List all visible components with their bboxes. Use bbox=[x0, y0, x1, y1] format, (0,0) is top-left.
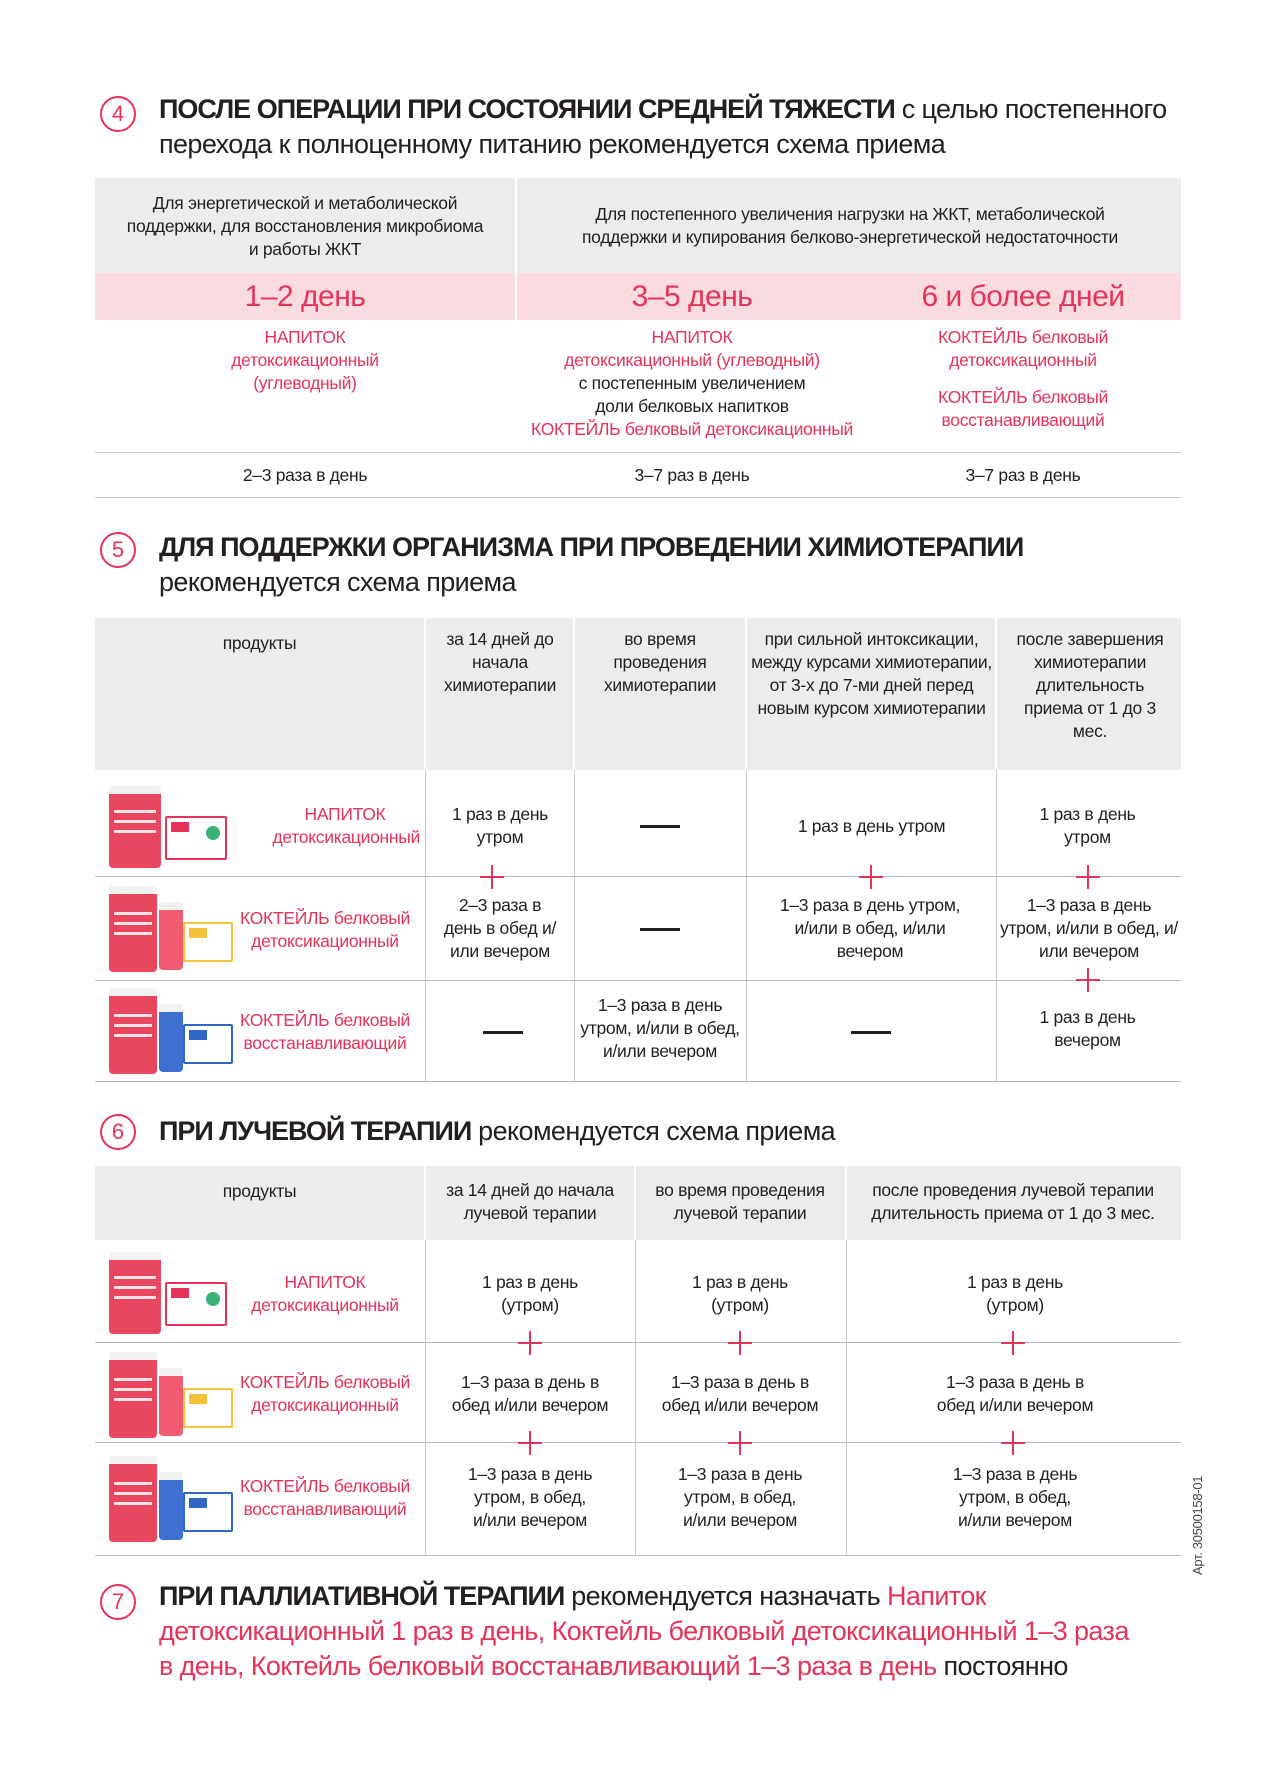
shake-detox-image bbox=[109, 1352, 227, 1438]
plus-icon bbox=[728, 1331, 752, 1355]
section-6-title-bold: ПРИ ЛУЧЕВОЙ ТЕРАПИИ bbox=[159, 1116, 472, 1146]
chemo-r1-c3: 1 раз в день утром bbox=[797, 815, 946, 836]
chemo-head-during: во время проведения химиотерапии bbox=[603, 629, 717, 695]
chemo-r1-c4: 1 раз в день утром bbox=[1039, 804, 1136, 847]
plus-icon bbox=[1076, 968, 1100, 992]
chemo-head-between: при сильной интоксикации, между курсами химиотерапии, от 3-х до 7-ми дней перед новым курсом химиотерапии bbox=[751, 629, 992, 718]
section-number-4: 4 bbox=[100, 96, 136, 132]
day-label-3: 6 и более дней bbox=[921, 280, 1125, 313]
rad-row1-product: НАПИТОК детоксикационный bbox=[251, 1272, 399, 1315]
chemo-head-after: после завершения химиотерапии длительность приема от 1 до 3 мес. bbox=[1016, 629, 1164, 741]
chemo-r2-c3: 1–3 раза в день утром, и/или в обед, и/или вечером bbox=[779, 894, 961, 961]
chemo-r2-c1: 2–3 раза в день в обед и/или вечером bbox=[443, 894, 557, 961]
section-7-products: Напиток детоксикационный 1 раз в день, Коктейль белковый детоксикационный 1–3 раза в день, Коктейль белковый восстанавливающий 1–3 раза в день bbox=[159, 1581, 1129, 1681]
section-4-title-bold: ПОСЛЕ ОПЕРАЦИИ ПРИ СОСТОЯНИИ СРЕДНЕЙ ТЯЖЕСТИ bbox=[159, 94, 895, 124]
plan-col-3: КОКТЕЙЛЬ белковый детоксикационный КОКТЕЙЛЬ белковый восстанавливающий bbox=[938, 327, 1108, 430]
section-number-6: 6 bbox=[100, 1114, 136, 1150]
rad-head-after: после проведения лучевой терапии длительность приема от 1 до 3 мес. bbox=[871, 1180, 1155, 1223]
section-7-text bbox=[159, 1579, 1130, 1684]
chemo-r2-c4: 1–3 раза в день утром, и/или в обед, и/или вечером bbox=[1000, 894, 1178, 961]
rad-r1-c1: 1 раз в день (утром) bbox=[481, 1272, 579, 1315]
chemo-r3-c2: 1–3 раза в день утром, и/или в обед, и/или вечером bbox=[580, 994, 740, 1061]
plus-icon bbox=[518, 1331, 542, 1355]
chemo-row2-product: КОКТЕЙЛЬ белковый детоксикационный bbox=[240, 908, 410, 951]
post-surgery-table bbox=[95, 178, 1181, 498]
chemo-row1-product: НАПИТОК детоксикационный bbox=[272, 804, 420, 847]
col-head-load: Для постепенного увеличения нагрузки на ЖКТ, метаболической поддержки и купирования белково-энергетической недостаточности bbox=[581, 204, 1119, 247]
chemo-head-before: за 14 дней до начала химиотерапии bbox=[443, 629, 557, 695]
chemo-r3-c3-dash bbox=[851, 1031, 891, 1034]
rad-row3-product: КОКТЕЙЛЬ белковый восстанавливающий bbox=[240, 1476, 410, 1519]
rad-head-during: во время проведения лучевой терапии bbox=[655, 1180, 825, 1223]
chemo-r3-c1-dash bbox=[483, 1031, 523, 1034]
plus-icon bbox=[480, 865, 504, 889]
shake-restore-image bbox=[109, 1456, 227, 1542]
section-6-title-rest: рекомендуется схема приема bbox=[471, 1116, 836, 1146]
day-label-2: 3–5 день bbox=[631, 280, 753, 313]
section-5-title bbox=[159, 530, 1190, 600]
shake-detox-image bbox=[109, 886, 227, 972]
col-head-energy: Для энергетической и метаболической поддержки, для восстановления микробиома и работы ЖКТ bbox=[126, 192, 484, 259]
chemo-head-products: продукты bbox=[222, 632, 297, 653]
article-number: Арт. 30500158-01 bbox=[1190, 1475, 1205, 1575]
freq-col-2: 3–7 раз в день bbox=[634, 464, 750, 485]
plan-col-1: НАПИТОК детоксикационный (углеводный) bbox=[231, 327, 379, 393]
section-7-t1: рекомендуется назначать bbox=[564, 1581, 887, 1611]
chemo-table bbox=[95, 618, 1181, 1082]
rad-row2-product: КОКТЕЙЛЬ белковый детоксикационный bbox=[240, 1372, 410, 1415]
rad-r3-c2: 1–3 раза в день утром, в обед, и/или вечером bbox=[677, 1463, 803, 1530]
chemo-r1-c2-dash bbox=[640, 825, 680, 828]
plan-col-2: НАПИТОК детоксикационный (углеводный) с постепенным увеличением доли белковых напитков КОКТЕЙЛЬ белковый детоксикационный bbox=[531, 327, 853, 439]
drink-detox-image bbox=[109, 786, 219, 868]
rad-r1-c2: 1 раз в день (утром) bbox=[691, 1272, 789, 1315]
section-7-t2: постоянно bbox=[936, 1651, 1068, 1681]
plus-icon bbox=[1001, 1331, 1025, 1355]
rad-head-products: продукты bbox=[222, 1180, 297, 1201]
drink-detox-image bbox=[109, 1252, 219, 1334]
shake-restore-image bbox=[109, 988, 227, 1074]
chemo-r1-c1: 1 раз в день утром bbox=[451, 804, 549, 847]
section-7-title-bold: ПРИ ПАЛЛИАТИВНОЙ ТЕРАПИИ bbox=[159, 1581, 565, 1611]
chemo-r3-c4: 1 раз в день вечером bbox=[1039, 1007, 1136, 1050]
section-4-title-rest: с целью постепенного перехода к полноценному питанию рекомендуется схема приема bbox=[159, 94, 1167, 159]
chemo-row3-product: КОКТЕЙЛЬ белковый восстанавливающий bbox=[240, 1010, 410, 1053]
plus-icon bbox=[859, 865, 883, 889]
rad-r3-c1: 1–3 раза в день утром, в обед, и/или вечером bbox=[467, 1463, 593, 1530]
rad-r2-c1: 1–3 раза в день в обед и/или вечером bbox=[451, 1372, 609, 1415]
rad-r1-c3: 1 раз в день (утром) bbox=[966, 1272, 1064, 1315]
section-5-title-rest: рекомендуется схема приема bbox=[159, 567, 516, 597]
plus-icon bbox=[1076, 865, 1100, 889]
rad-r3-c3: 1–3 раза в день утром, в обед, и/или вечером bbox=[952, 1463, 1078, 1530]
section-6-title bbox=[159, 1114, 1190, 1149]
section-number-7: 7 bbox=[100, 1584, 136, 1620]
section-number-5: 5 bbox=[100, 532, 136, 568]
section-5-title-bold: ДЛЯ ПОДДЕРЖКИ ОРГАНИЗМА ПРИ ПРОВЕДЕНИИ ХИМИОТЕРАПИИ bbox=[159, 532, 1024, 562]
freq-col-3: 3–7 раз в день bbox=[965, 464, 1081, 485]
chemo-r2-c2-dash bbox=[640, 928, 680, 931]
rad-r2-c3: 1–3 раза в день в обед и/или вечером bbox=[936, 1372, 1094, 1415]
radiation-table bbox=[95, 1166, 1181, 1556]
section-4-title bbox=[159, 92, 1190, 162]
day-label-1: 1–2 день bbox=[244, 280, 366, 313]
freq-col-1: 2–3 раза в день bbox=[242, 464, 368, 485]
rad-head-before: за 14 дней до начала лучевой терапии bbox=[446, 1180, 614, 1223]
rad-r2-c2: 1–3 раза в день в обед и/или вечером bbox=[661, 1372, 819, 1415]
